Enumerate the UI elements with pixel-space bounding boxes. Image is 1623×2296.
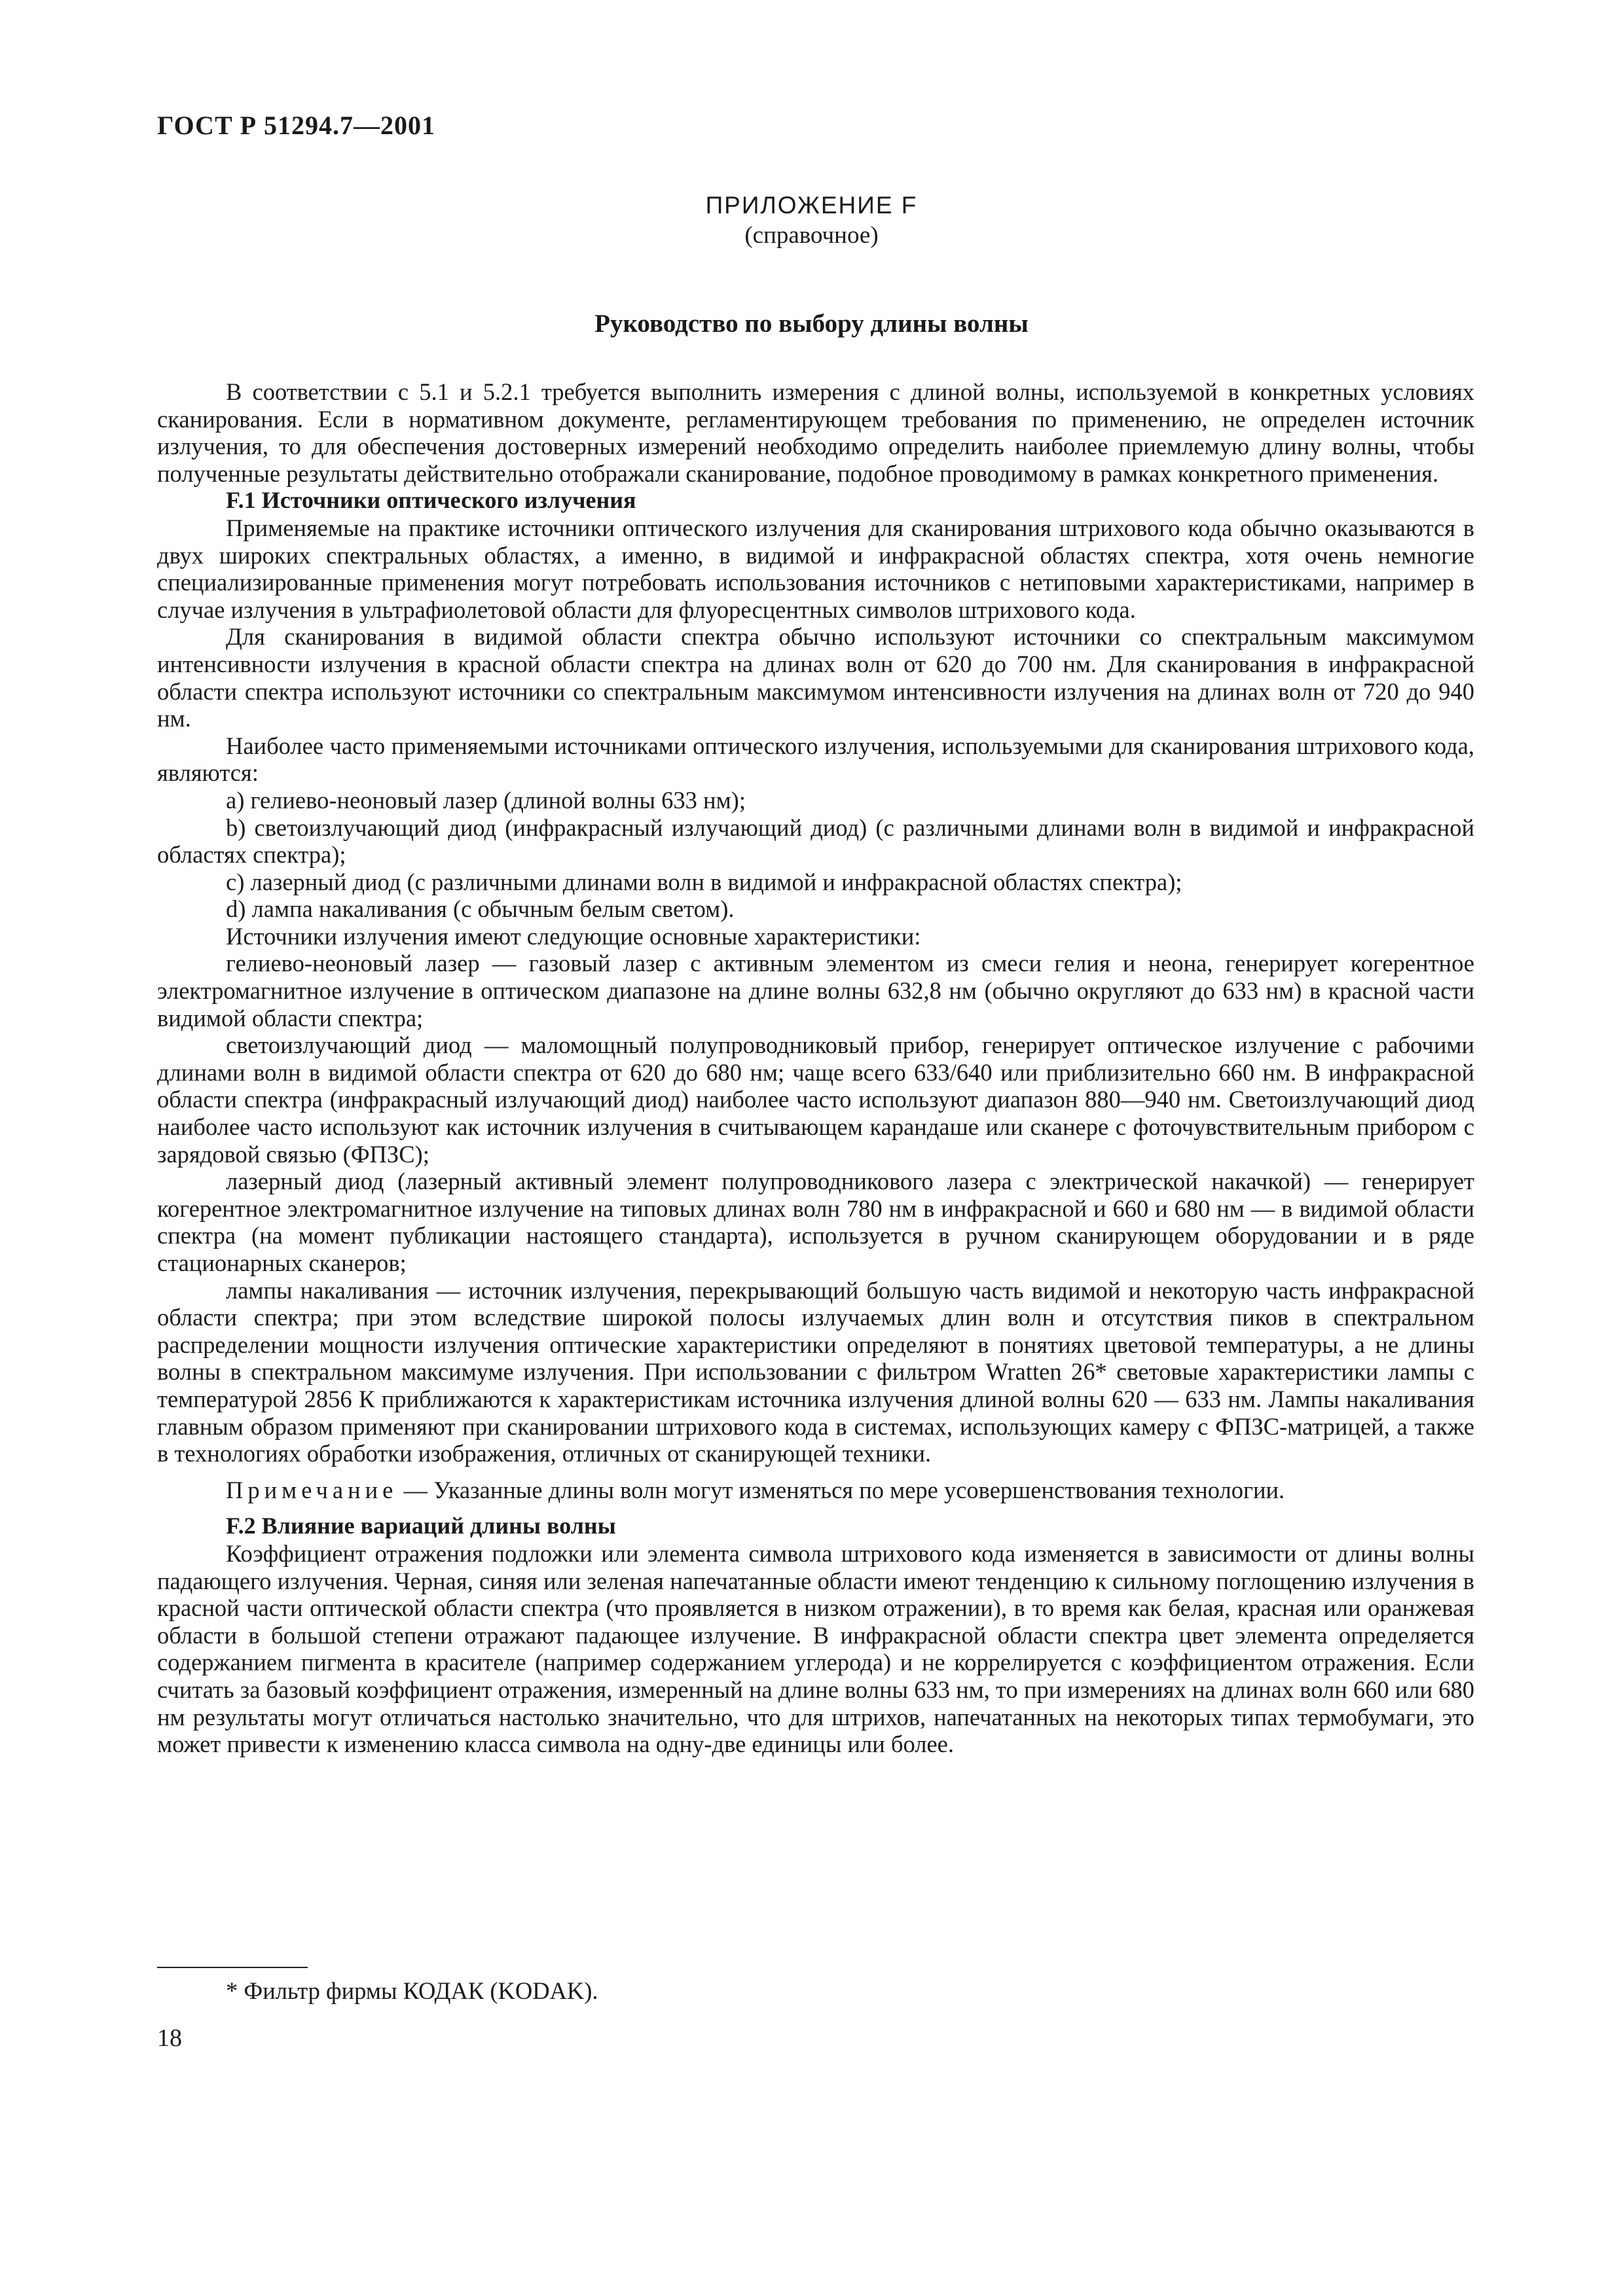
footnote-divider (157, 1967, 308, 1968)
appendix-title: Руководство по выбору длины волны (594, 310, 1029, 338)
page-number: 18 (157, 2024, 182, 2052)
list-item: d) лампа накаливания (с обычным белым светом). (226, 895, 735, 923)
paragraph: Применяемые на практике источники оптического излучения для сканирования штрихового кода обычно оказываются в двух широких спектральных областях, а именно, в видимой и инфракрасной областях спектра, хотя очень немногие специализированные применения могут потребовать использования источников с нетиповыми характеристиками, например в случае излучения в ультрафиолетовой области для флуоресцентных символов штрихового кода. (157, 514, 1474, 623)
appendix-label: ПРИЛОЖЕНИЕ F (705, 192, 918, 219)
note-label: Примечание (226, 1476, 398, 1503)
paragraph: лазерный диод (лазерный активный элемент полупроводникового лазера с электрической накачкой) — генерирует когерентное электромагнитное излучение на типовых длинах волн 780 нм в инфракрасной и 660 и 680 нм — в видимой области спектра (на момент публикации настоящего стандарта), используется в ручном сканирующем оборудовании и в ряде стационарных сканеров; (157, 1168, 1474, 1276)
list-item: b) светоизлучающий диод (инфракрасный излучающий диод) (с различными длинами волн в видимой и инфракрасной областях спектра); (157, 814, 1474, 869)
appendix-status: (справочное) (744, 222, 879, 249)
paragraph: светоизлучающий диод — маломощный полупроводниковый прибор, генерирует оптическое излучение с рабочими длинами волн в видимой области спектра от 620 до 680 нм; чаще всего 633/640 или приблизительно 660 нм. В инфракрасной области спектра (инфракрасный излучающий диод) наиболее часто используют диапазон 880—940 нм. Светоизлучающий диод наиболее часто используют как источник излучения в считывающем карандаше или сканере с фоточувствительным прибором с зарядовой связью (ФПЗС); (157, 1031, 1474, 1168)
paragraph: Источники излучения имеют следующие основные характеристики: (226, 922, 921, 950)
intro-paragraph: В соответствии с 5.1 и 5.2.1 требуется выполнить измерения с длиной волны, используемой в конкретных условиях сканирования. Если в нормативном документе, регламентирующем требования по применению, не определен источник излучения, то для обеспечения достоверных измерений необходимо определить наиболее приемлемую длину волны, чтобы полученные результаты действительно отображали сканирование, подобное проводимому в рамках конкретного применения. (157, 378, 1474, 487)
paragraph: Наиболее часто применяемыми источниками оптического излучения, используемыми для сканирования штрихового кода, являются: (157, 732, 1474, 787)
paragraph: Коэффициент отражения подложки или элемента символа штрихового кода изменяется в зависимости от длины волны падающего излучения. Черная, синяя или зеленая напечатанные области имеют тенденцию к сильному поглощению излучения в красной части оптической области спектра (что проявляется в низком отражении), в то время как белая, красная или оранжевая области в большой степени отражают падающее излучение. В инфракрасной области спектра цвет элемента определяется содержанием пигмента в красителе (например содержанием углерода) и не коррелируется с коэффициентом отражения. Если считать за базовый коэффициент отражения, измеренный на длине волны 633 нм, то при измерениях на длинах волн 660 или 680 нм результаты могут отличаться настолько значительно, что для штрихов, напечатанных на некоторых типах термобумаги, это может привести к изменению класса символа на одну-две единицы или более. (157, 1539, 1474, 1758)
section-f1-heading: F.1 Источники оптического излучения (226, 487, 636, 514)
document-code: ГОСТ Р 51294.7—2001 (157, 111, 436, 140)
list-item: a) гелиево-неоновый лазер (длиной волны 633 нм); (226, 786, 746, 814)
body-text (157, 378, 1474, 1758)
paragraph: лампы накаливания — источник излучения, перекрывающий большую часть видимой и некоторую часть инфракрасной области спектра; при этом вследствие широкой полосы излучаемых длин волн и отсутствия пиков в спектральном распределении мощности излучения оптические характеристики определяют в понятиях цветовой температуры, а не длины волны в спектральном максимуме излучения. При использовании с фильтром Wratten 26* световые характеристики лампы с температурой 2856 К приближаются к характеристикам источника излучения длиной волны 620 — 633 нм. Лампы накаливания главным образом применяют при сканировании штрихового кода в системах, использующих камеру с ФПЗС-матрицей, а также в технологиях обработки изображения, отличных от сканирующей техники. (157, 1276, 1474, 1467)
list-item: c) лазерный диод (с различными длинами волн в видимой и инфракрасной областях спектра); (226, 868, 1182, 895)
paragraph: Для сканирования в видимой области спектра обычно используют источники со спектральным максимумом интенсивности излучения в красной области спектра на длинах волн от 620 до 700 нм. Для сканирования в инфракрасной области спектра используют источники со спектральным максимумом интенсивности излучения на длинах волн от 720 до 940 нм. (157, 623, 1474, 732)
footnote: * Фильтр фирмы КОДАК (KODAK). (226, 1977, 598, 2004)
paragraph: гелиево-неоновый лазер — газовый лазер с активным элементом из смеси гелия и неона, генерирует когерентное электромагнитное излучение в оптическом диапазоне на длине волны 632,8 нм (обычно округляют до 633 нм) в красной части видимой области спектра; (157, 950, 1474, 1031)
note-text: — Указанные длины волн могут изменяться по мере усовершенствования технологии. (397, 1476, 1285, 1503)
section-f2-heading: F.2 Влияние вариаций длины волны (226, 1513, 616, 1539)
note-paragraph (157, 1477, 1474, 1504)
